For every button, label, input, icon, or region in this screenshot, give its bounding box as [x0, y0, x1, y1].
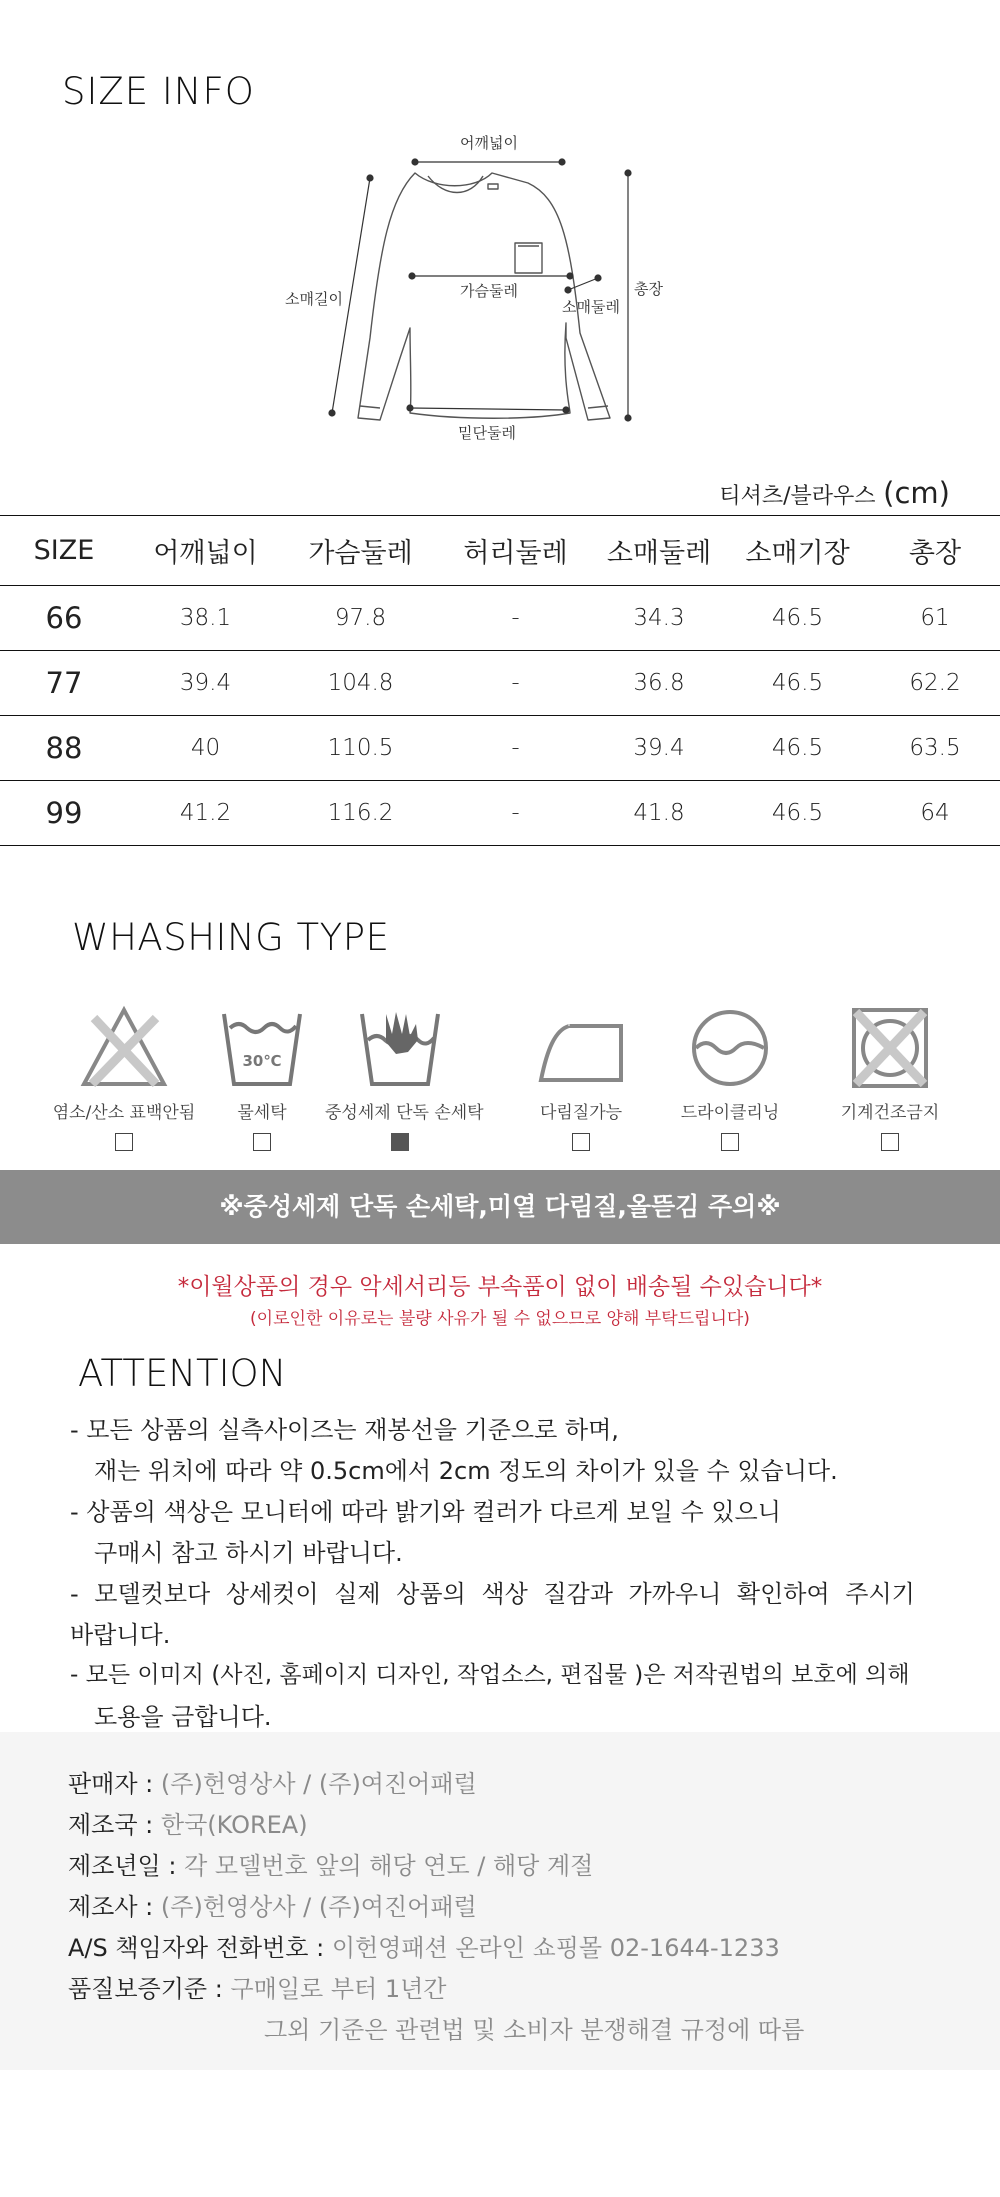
checkbox	[881, 1133, 899, 1151]
attention-line: - 모든 이미지 (사진, 홈페이지 디자인, 작업소스, 편집물 )은 저작권법의 보호에 의해	[70, 1662, 910, 1688]
cell: 88	[0, 716, 128, 781]
col-chest: 가슴둘레	[283, 516, 438, 586]
col-sleeve-length: 소매기장	[725, 516, 870, 586]
label-total-length: 총장	[634, 280, 663, 298]
checkbox-checked	[391, 1133, 409, 1151]
wash-label: 물세탁	[237, 1103, 287, 1123]
col-shoulder: 어깨넓이	[128, 516, 283, 586]
no-bleach-icon	[76, 1000, 172, 1096]
cell: 34.3	[593, 586, 725, 651]
cell: 39.4	[593, 716, 725, 781]
label-shoulder: 어깨넓이	[460, 134, 518, 152]
size-info-title: SIZE INFO	[62, 70, 255, 113]
info-key: 판매자 :	[68, 1770, 161, 1798]
label-hem: 밑단둘레	[458, 424, 516, 442]
garment-type: 티셔츠/블라우스	[719, 484, 876, 509]
attention-line: - 모델컷보다 상세컷이 실제 상품의 색상 질감과 가까우니 확인하여 주시기	[70, 1580, 915, 1608]
info-row-manufacturer	[68, 1887, 477, 1922]
unit-cm: (cm)	[883, 476, 950, 510]
checkbox	[253, 1133, 271, 1151]
wash-item-dry-clean	[655, 1000, 805, 1151]
cell: 63.5	[870, 716, 1000, 781]
notice-primary: *이월상품의 경우 악세서리등 부속품이 없이 배송될 수있습니다*	[177, 1274, 823, 1300]
table-row	[0, 651, 1000, 716]
attention-line: - 상품의 색상은 모니터에 따라 밝기와 컬러가 다르게 보일 수 있으니	[70, 1498, 781, 1526]
info-key: 제조국 :	[68, 1811, 161, 1839]
temp-text: 30℃	[242, 1052, 282, 1070]
size-table-header	[0, 516, 1000, 586]
label-sleeve-circ: 소매둘레	[562, 298, 620, 316]
notice-secondary: (이로인한 이유로는 불량 사유가 될 수 없으므로 양해 부탁드립니다)	[250, 1309, 750, 1329]
info-key: 제조년일 :	[68, 1852, 185, 1880]
wash-item-no-bleach	[49, 1000, 199, 1151]
label-chest: 가슴둘레	[460, 282, 518, 300]
info-value: (주)헌영상사 / (주)여진어패럴	[160, 1893, 477, 1921]
info-key: 제조사 :	[68, 1893, 161, 1921]
attention-line: 바랍니다.	[70, 1621, 171, 1649]
cell: 40	[128, 716, 283, 781]
cell: 66	[0, 586, 128, 651]
info-row-as-contact	[68, 1928, 780, 1963]
cell: 110.5	[283, 716, 438, 781]
wash-label: 중성세제 단독 손세탁	[325, 1103, 484, 1123]
water-wash-30-icon	[214, 1000, 310, 1096]
cell: 46.5	[725, 651, 870, 716]
table-row	[0, 781, 1000, 846]
info-row-date	[68, 1846, 593, 1881]
unit-label	[719, 476, 950, 510]
cell: 41.8	[593, 781, 725, 846]
info-value: (주)헌영상사 / (주)여진어패럴	[160, 1770, 477, 1798]
cell: 62.2	[870, 651, 1000, 716]
wash-item-hand-wash	[325, 1000, 484, 1151]
col-sleeve-circ: 소매둘레	[593, 516, 725, 586]
cell: 77	[0, 651, 128, 716]
attention-line: - 모든 상품의 실측사이즈는 재봉선을 기준으로 하며,	[70, 1416, 619, 1444]
hand-wash-icon	[352, 1000, 448, 1096]
no-tumble-dry-icon	[842, 1000, 938, 1096]
checkbox	[721, 1133, 739, 1151]
wash-label: 기계건조금지	[840, 1103, 940, 1123]
table-row	[0, 716, 1000, 781]
cell: 36.8	[593, 651, 725, 716]
cell: 97.8	[283, 586, 438, 651]
cell: 46.5	[725, 781, 870, 846]
table-row	[0, 586, 1000, 651]
cell: 46.5	[725, 586, 870, 651]
size-table	[0, 515, 1000, 846]
cell: 46.5	[725, 716, 870, 781]
iron-icon	[533, 1000, 629, 1096]
cell: 39.4	[128, 651, 283, 716]
wash-label: 다림질가능	[539, 1103, 623, 1123]
wash-item-water-wash	[187, 1000, 337, 1151]
cell: 116.2	[283, 781, 438, 846]
info-row-country	[68, 1805, 308, 1840]
cell: 99	[0, 781, 128, 846]
cell: -	[438, 716, 593, 781]
cell: 38.1	[128, 586, 283, 651]
checkbox	[115, 1133, 133, 1151]
col-waist: 허리둘레	[438, 516, 593, 586]
info-row-seller	[68, 1764, 477, 1799]
cell: -	[438, 781, 593, 846]
attention-line: 재는 위치에 따라 약 0.5cm에서 2cm 정도의 차이가 있을 수 있습니다.	[94, 1457, 838, 1485]
info-key: A/S 책임자와 전화번호 :	[68, 1934, 332, 1962]
attention-line: 도용을 금합니다.	[94, 1703, 272, 1731]
dry-clean-icon	[682, 1000, 778, 1096]
col-size: SIZE	[0, 516, 128, 586]
wash-item-no-tumble-dry	[815, 1000, 965, 1151]
info-row-warranty	[68, 1969, 446, 2004]
cell: -	[438, 586, 593, 651]
cell: 64	[870, 781, 1000, 846]
col-total-length: 총장	[870, 516, 1000, 586]
attention-line: 구매시 참고 하시기 바랍니다.	[94, 1539, 403, 1567]
info-value: 구매일로 부터 1년간	[230, 1975, 447, 2003]
wash-label: 염소/산소 표백안됨	[52, 1103, 196, 1123]
cell: 104.8	[283, 651, 438, 716]
info-value: 이헌영패션 온라인 쇼핑몰 02-1644-1233	[331, 1934, 780, 1962]
care-banner: ※중성세제 단독 손세탁,미열 다림질,올뜯김 주의※	[0, 1170, 1000, 1244]
checkbox	[572, 1133, 590, 1151]
label-sleeve-length: 소매길이	[285, 290, 343, 308]
info-value: 한국(KOREA)	[160, 1811, 308, 1839]
seller-info-box	[0, 1732, 1000, 2070]
cell: 61	[870, 586, 1000, 651]
garment-diagram	[270, 128, 670, 458]
washing-title: WHASHING TYPE	[72, 916, 390, 959]
cell: 41.2	[128, 781, 283, 846]
info-key: 품질보증기준 :	[68, 1975, 231, 2003]
wash-label: 드라이클리닝	[680, 1103, 780, 1123]
wash-item-iron	[506, 1000, 656, 1151]
info-footer: 그외 기준은 관련법 및 소비자 분쟁해결 규정에 따름	[264, 2016, 805, 2044]
attention-title: ATTENTION	[78, 1352, 287, 1395]
info-value: 각 모델번호 앞의 해당 연도 / 해당 계절	[184, 1852, 594, 1880]
cell: -	[438, 651, 593, 716]
